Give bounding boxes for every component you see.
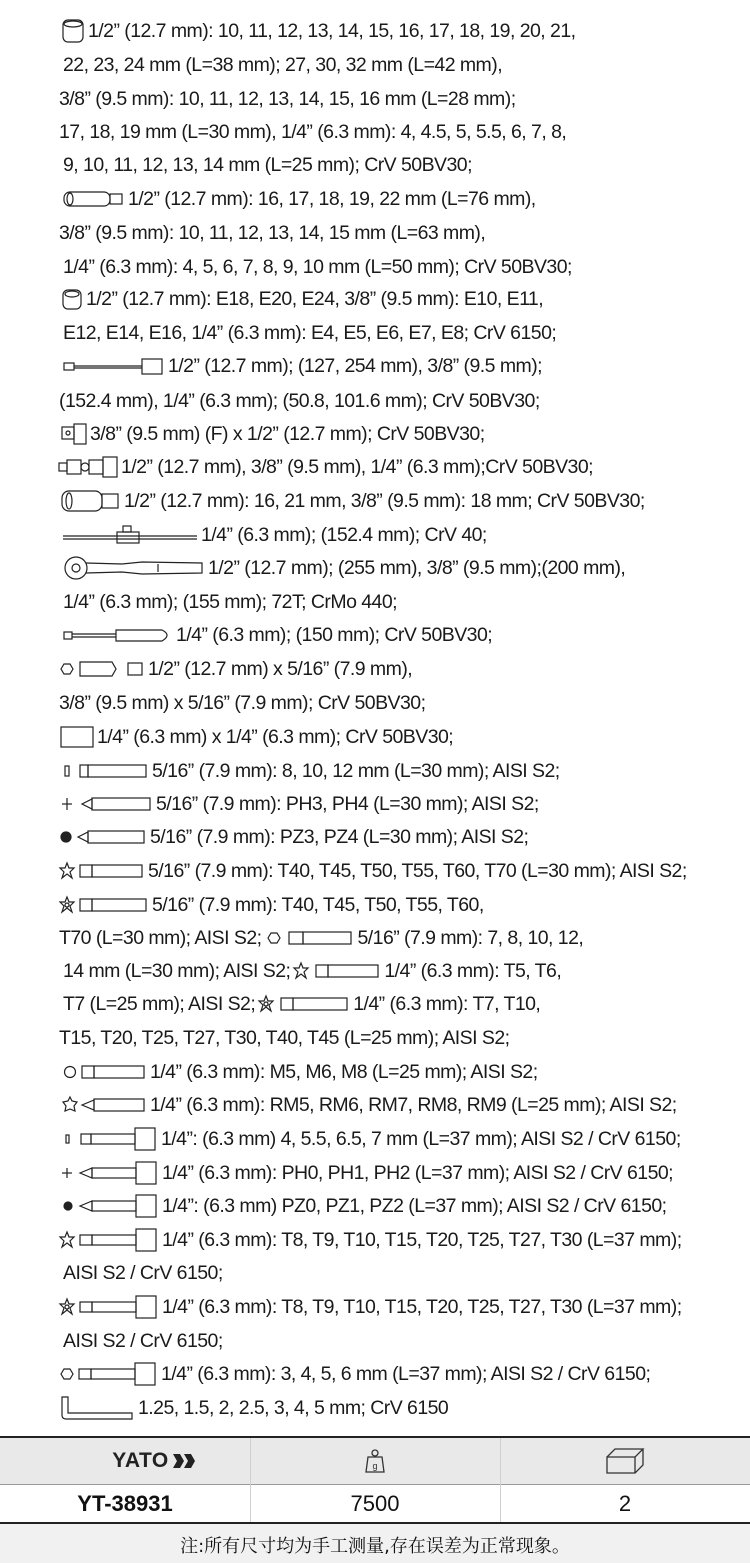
hex-key-icon [58, 1395, 136, 1421]
spec-line: 1/4” (6.3 mm); (152.4 mm); CrV 40; [61, 520, 487, 550]
spec-line: 1/2” (12.7 mm); (255 mm), 3/8” (9.5 mm);(200 mm), [62, 553, 625, 583]
spark-plug-socket-icon [60, 489, 122, 513]
spec-line: 17, 18, 19 mm (L=30 mm), 1/4” (6.3 mm): 4, 4.5, 5, 5.5, 6, 7, 8, [59, 120, 567, 143]
phillips-bit-icon [62, 794, 154, 814]
spec-line: 1/4” (6.3 mm): 4, 5, 6, 7, 8, 9, 10 mm (L=50 mm); CrV 50BV30; [63, 255, 572, 278]
spec-line: 1/2” (12.7 mm); (127, 254 mm), 3/8” (9.5 mm); [62, 351, 542, 381]
spec-line: 1/2” (12.7 mm), 3/8” (9.5 mm), 1/4” (6.3 mm);CrV 50BV30; [57, 452, 593, 482]
model-number: YT-38931 [77, 1491, 173, 1516]
spec-line: 1/2” (12.7 mm): 10, 11, 12, 13, 14, 15, 16, 17, 18, 19, 20, 21, [60, 16, 576, 46]
svg-text:g: g [372, 1461, 378, 1471]
spec-line: T7 (L=25 mm); AISI S2; 1/4” (6.3 mm): T7, T10, [63, 992, 541, 1015]
tamper-torx-bit-icon [60, 895, 150, 915]
spec-line: 3/8” (9.5 mm): 10, 11, 12, 13, 14, 15, 16 mm (L=28 mm); [59, 87, 516, 110]
spec-line: 5/16” (7.9 mm): PH3, PH4 (L=30 mm); AISI S2; [62, 789, 539, 819]
spec-line: T70 (L=30 mm); AISI S2; 5/16” (7.9 mm): 7, 8, 10, 12, [59, 926, 584, 949]
torx-bit-icon [294, 961, 382, 981]
e-torx-socket-icon [60, 287, 84, 311]
spec-line: 5/16” (7.9 mm): T40, T45, T50, T55, T60, [60, 890, 484, 920]
spec-line: 22, 23, 24 mm (L=38 mm); 27, 30, 32 mm (L=42 mm), [63, 53, 503, 76]
spec-line: 1/2” (12.7 mm) x 5/16” (7.9 mm), [58, 654, 412, 684]
spec-line: 5/16” (7.9 mm): PZ3, PZ4 (L=30 mm); AISI S2; [60, 822, 528, 852]
extension-bar-icon [62, 356, 166, 376]
torx-bit-icon [60, 861, 146, 881]
spec-line: 1.25, 1.5, 2, 2.5, 3, 4, 5 mm; CrV 6150 [58, 1393, 448, 1423]
spec-line: AISI S2 / CrV 6150; [63, 1261, 223, 1284]
torx-bit-icon [60, 1227, 160, 1253]
spec-line: 1/2” (12.7 mm): E18, E20, E24, 3/8” (9.5 mm): E10, E11, [60, 284, 543, 314]
quantity-value: 2 [618, 1491, 632, 1516]
spec-line: 3/8” (9.5 mm) (F) x 1/2” (12.7 mm); CrV 50BV30; [60, 419, 485, 449]
spec-line: 5/16” (7.9 mm): T40, T45, T50, T55, T60, T70 (L=30 mm); AISI S2; [60, 856, 687, 886]
spline-bit-icon [62, 1062, 148, 1082]
spec-line: 14 mm (L=30 mm); AISI S2; 1/4” (6.3 mm): T5, T6, [63, 959, 562, 982]
universal-joint-icon [57, 455, 119, 479]
bit-holder-adapter-icon [58, 658, 146, 680]
hex-bit-icon [265, 928, 355, 948]
weight-value: 7500 [350, 1491, 400, 1516]
spec-line: 1/2” (12.7 mm): 16, 21 mm, 3/8” (9.5 mm): 18 mm; CrV 50BV30; [60, 486, 645, 516]
spinner-handle-icon [62, 625, 174, 645]
spec-line: 1/4” (6.3 mm): T8, T9, T10, T15, T20, T25, T27, T30 (L=37 mm); [60, 1292, 682, 1322]
ribe-bit-icon [62, 1095, 148, 1115]
spec-line: 1/4”: (6.3 mm) PZ0, PZ1, PZ2 (L=37 mm); AISI S2 / CrV 6150; [62, 1191, 667, 1221]
measurement-note: 注:所有尺寸均为手工测量,存在误差为正常现象。 [180, 1536, 570, 1557]
spec-line: 3/8” (9.5 mm) x 5/16” (7.9 mm); CrV 50BV30; [59, 691, 426, 714]
weight-icon [250, 1440, 500, 1482]
pozidriv-bit-icon [62, 1193, 160, 1219]
ratchet-icon [62, 554, 206, 582]
bit-adapter-icon [59, 725, 95, 749]
adapter-icon [60, 422, 88, 446]
spec-line: 5/16” (7.9 mm): 8, 10, 12 mm (L=30 mm); AISI S2; [62, 756, 560, 786]
spec-line: 1/4” (6.3 mm): M5, M6, M8 (L=25 mm); AISI S2; [62, 1057, 538, 1087]
slotted-bit-icon [63, 1126, 159, 1152]
spec-line: 1/4” (6.3 mm): PH0, PH1, PH2 (L=37 mm); AISI S2 / CrV 6150; [62, 1158, 673, 1188]
yato-logo-mark-icon [172, 1451, 198, 1471]
hex-bit-icon [59, 1361, 159, 1387]
brand-logo: YATO [60, 1440, 250, 1482]
spec-line: 1/4” (6.3 mm) x 1/4” (6.3 mm); CrV 50BV30; [59, 722, 453, 752]
spec-line: E12, E14, E16, 1/4” (6.3 mm): E4, E5, E6, E7, E8; CrV 6150; [63, 321, 557, 344]
spec-line: 1/4” (6.3 mm): RM5, RM6, RM7, RM8, RM9 (L=25 mm); AISI S2; [62, 1090, 677, 1120]
spec-line: 9, 10, 11, 12, 13, 14 mm (L=25 mm); CrV 50BV30; [63, 153, 472, 176]
deep-socket-icon [62, 189, 126, 209]
spec-line: 1/4” (6.3 mm); (150 mm); CrV 50BV30; [62, 620, 492, 650]
table-divider [0, 1484, 750, 1485]
spec-line: 1/4” (6.3 mm); (155 mm); 72T; CrMo 440; [63, 590, 397, 613]
spec-line: (152.4 mm), 1/4” (6.3 mm); (50.8, 101.6 mm); CrV 50BV30; [59, 389, 540, 412]
phillips-bit-icon [62, 1160, 160, 1186]
box-icon [500, 1440, 750, 1482]
spec-line: 3/8” (9.5 mm): 10, 11, 12, 13, 14, 15 mm (L=63 mm), [59, 221, 486, 244]
slotted-bit-icon [62, 761, 150, 781]
t-bar-icon [61, 524, 199, 546]
spec-line: 1/4” (6.3 mm): T8, T9, T10, T15, T20, T25, T27, T30 (L=37 mm); [60, 1225, 682, 1255]
tamper-torx-bit-icon [259, 994, 351, 1014]
spec-line: T15, T20, T25, T27, T30, T40, T45 (L=25 mm); AISI S2; [59, 1026, 510, 1049]
spec-line: 1/4” (6.3 mm): 3, 4, 5, 6 mm (L=37 mm); AISI S2 / CrV 6150; [59, 1359, 650, 1389]
pozidriv-bit-icon [60, 827, 148, 847]
spec-line: AISI S2 / CrV 6150; [63, 1329, 223, 1352]
spec-line: 1/4”: (6.3 mm) 4, 5.5, 6.5, 7 mm (L=37 mm); AISI S2 / CrV 6150; [63, 1124, 681, 1154]
tamper-torx-bit-icon [60, 1294, 160, 1320]
spec-line: 1/2” (12.7 mm): 16, 17, 18, 19, 22 mm (L=76 mm), [62, 184, 536, 214]
short-socket-icon [60, 18, 86, 44]
